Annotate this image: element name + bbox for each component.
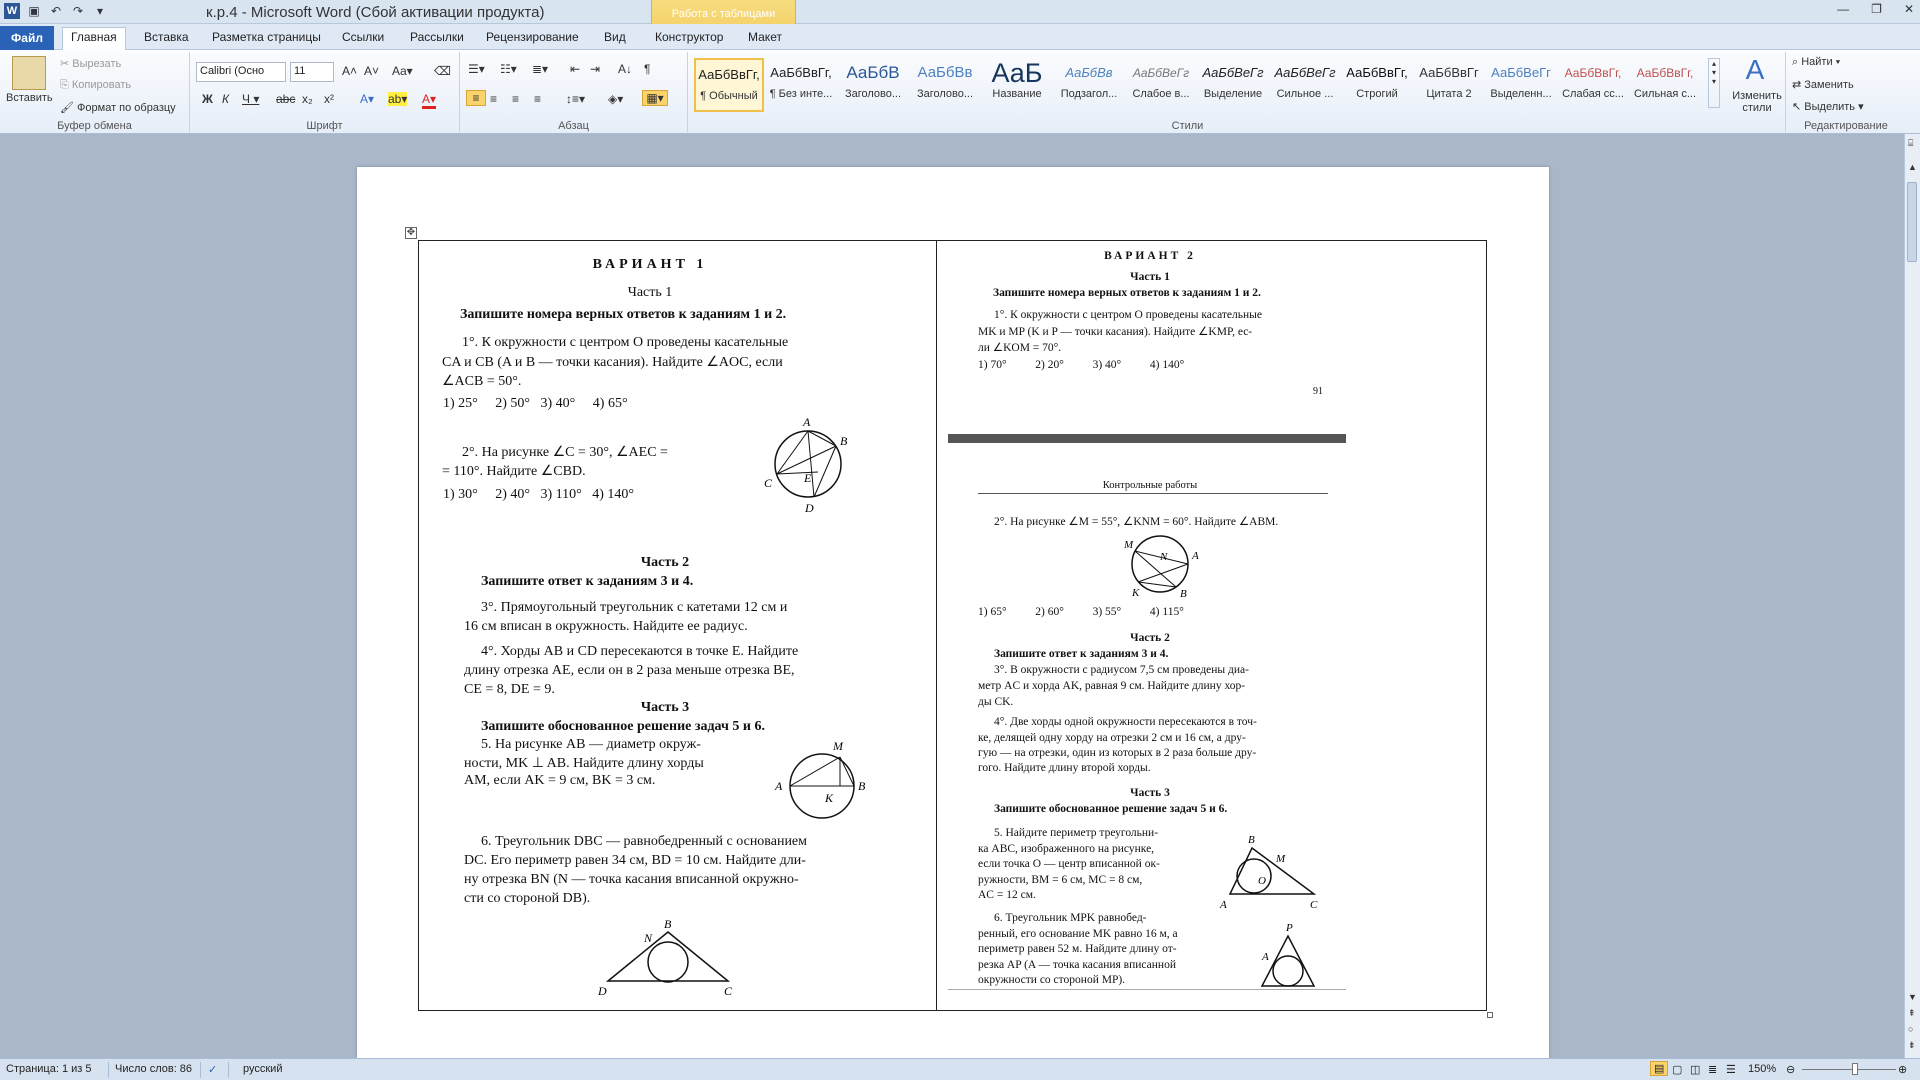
right-fig6-diagram (1256, 918, 1326, 992)
scan-bottom-rule (948, 989, 1346, 990)
style-name: Название (992, 88, 1042, 100)
brush-icon: 🖌 (60, 102, 78, 114)
fig2-line-bd (814, 446, 836, 497)
ribbon (0, 50, 1920, 134)
replace-button[interactable]: ⇄ Заменить (1792, 79, 1854, 91)
close-icon[interactable]: ✕ (1903, 2, 1914, 16)
left-q5-line1: 5. На рисунке AB — диаметр окруж- (481, 737, 701, 752)
left-q1-line1: 1°. К окружности с центром O проведены касательные (462, 335, 789, 350)
style-item[interactable] (694, 58, 764, 112)
left-q1-answers: 1) 25° 2) 50° 3) 40° 4) 65° (443, 396, 628, 411)
cut-button[interactable]: ✂ Вырезать (60, 58, 122, 70)
rfig2-label-k: K (1132, 587, 1140, 599)
left-q3-line2: 16 см вписан в окружность. Найдите ее радиус. (464, 619, 748, 634)
left-q4-line3: CE = 8, DE = 9. (464, 682, 555, 697)
right-q1-line2: MK и MP (K и P — точки касания). Найдите ∠KMP, ес- (978, 326, 1253, 338)
fig6-label-d: D (598, 984, 607, 998)
copy-icon: ⎘ (60, 79, 72, 91)
rfig2-label-b: B (1180, 588, 1187, 600)
left-fig6-diagram (596, 914, 746, 1000)
word-app-icon[interactable]: W (4, 3, 20, 19)
fig2-line-ac (777, 431, 808, 474)
redo-icon[interactable]: ↷ (72, 4, 84, 18)
paragraph-group (460, 52, 688, 132)
left-q5-line2: ности, MK ⊥ AB. Найдите длину хорды (464, 756, 704, 771)
italic-icon[interactable]: К (222, 92, 230, 106)
right-q6-line4: резка AP (A — точка касания вписанной (978, 959, 1176, 971)
minimize-icon[interactable]: — (1837, 2, 1850, 16)
grow-font-icon[interactable]: A˄ (342, 64, 358, 78)
right-fig2-diagram (1118, 532, 1218, 602)
right-q5-line1: 5. Найдите периметр треугольни- (994, 827, 1159, 839)
status-word-count[interactable]: Число слов: 86 (115, 1063, 193, 1075)
browse-object-icon[interactable]: ○ (1908, 1024, 1914, 1034)
zoom-level[interactable]: 150% (1748, 1063, 1777, 1075)
style-name: Цитата 2 (1426, 88, 1472, 100)
style-name: Выделенн... (1490, 88, 1552, 100)
rfig5-label-m: M (1276, 853, 1286, 865)
replace-icon: ⇄ (1792, 79, 1805, 91)
right-instr2: Запишите ответ к заданиям 3 и 4. (994, 648, 1169, 660)
style-preview: АаБбВеГг (1491, 65, 1551, 80)
left-q2-line2: = 110°. Найдите ∠CBD. (442, 464, 586, 479)
left-part2-heading: Часть 2 (640, 555, 690, 570)
right-q1-line3: ли ∠KOM = 70°. (978, 342, 1062, 354)
quick-access-toolbar (4, 3, 108, 19)
left-q4-line2: длину отрезка AE, если он в 2 раза меньше отрезка BE, (464, 663, 795, 678)
left-instr3: Запишите обоснованное решение задач 5 и 6. (481, 719, 765, 734)
left-q6-line4: сти со стороной DB). (464, 891, 591, 906)
editing-group (1786, 52, 1906, 132)
undo-icon[interactable]: ↶ (50, 4, 62, 18)
left-variant-title: ВАРИАНТ 1 (592, 257, 708, 272)
copy-button[interactable]: ⎘ Копировать (60, 79, 132, 91)
status-page[interactable]: Страница: 1 из 5 (6, 1063, 92, 1075)
table-move-handle-icon[interactable]: ✥ (406, 227, 416, 238)
font-group (190, 52, 460, 132)
rfig2-circle (1132, 536, 1188, 592)
fig6-label-c: C (724, 984, 733, 998)
left-fig2-diagram (760, 412, 860, 518)
subscript-icon[interactable]: x₂ (302, 92, 313, 106)
show-marks-icon[interactable]: ¶ (644, 62, 651, 76)
style-name: Заголово... (916, 88, 974, 100)
align-right-icon[interactable]: ≡ (512, 92, 520, 106)
style-preview: АаБбВвГг, (1346, 65, 1408, 80)
window-title: к.р.4 - Microsoft Word (Сбой активации продукта) (206, 4, 545, 21)
multilevel-list-icon[interactable]: ≣▾ (532, 62, 549, 76)
left-q3-line1: 3°. Прямоугольный треугольник с катетами 12 см и (481, 600, 788, 615)
style-preview: АаБбВеГг (1202, 65, 1264, 80)
style-name: Сильная с... (1633, 88, 1697, 100)
print-layout-view-icon[interactable]: ▤ (1650, 1061, 1668, 1076)
fig5-label-m: M (833, 739, 843, 753)
styles-scroll-icon[interactable]: ▴ ▾ ▾ (1708, 58, 1720, 108)
fig5-chord-mb (840, 757, 854, 786)
rfig5-triangle-abc (1230, 848, 1314, 894)
style-item[interactable] (1198, 58, 1268, 112)
right-part3-heading: Часть 3 (1130, 787, 1170, 799)
shading-icon[interactable]: ◈▾ (608, 92, 624, 106)
style-preview: АаБбВв (917, 64, 973, 81)
borders-icon[interactable]: ▦▾ (642, 90, 668, 106)
prev-page-icon[interactable]: ⇞ (1908, 1008, 1916, 1018)
right-fig5-diagram (1218, 834, 1322, 912)
styles-group-label: Стили (1171, 120, 1204, 132)
strikethrough-icon[interactable]: abc (276, 92, 296, 106)
tab-view[interactable]: Вид (604, 30, 626, 44)
rfig6-triangle-mpk (1262, 936, 1314, 986)
scroll-up-icon[interactable]: ▲ (1908, 162, 1917, 172)
right-page-number: 91 (1313, 386, 1323, 397)
rfig2-label-m: M (1124, 539, 1134, 551)
right-instr3: Запишите обоснованное решение задач 5 и 6. (994, 803, 1228, 815)
status-separator (200, 1062, 201, 1078)
style-item[interactable] (1630, 58, 1700, 112)
fig5-chord-am (790, 757, 840, 786)
styles-group (690, 52, 1786, 132)
style-name: Строгий (1356, 88, 1398, 100)
right-q6-line1: 6. Треугольник MPK равнобед- (994, 912, 1147, 924)
style-name: Слабое в... (1132, 88, 1190, 100)
style-item[interactable] (982, 58, 1052, 112)
style-item[interactable] (1414, 58, 1484, 112)
table-tools-context-tab: Работа с таблицами (651, 0, 796, 48)
clipboard-group-label: Буфер обмена (57, 120, 132, 132)
right-q6-line2: ренный, его основание MK равно 16 м, а (978, 928, 1178, 940)
font-size-select[interactable]: 11 (290, 62, 334, 82)
align-left-icon[interactable]: ≡ (466, 90, 486, 106)
fig2-label-b: B (840, 434, 848, 448)
right-q4-line4: гого. Найдите длину второй хорды. (978, 762, 1151, 774)
table-column-divider[interactable] (936, 240, 937, 1011)
style-item[interactable] (838, 58, 908, 112)
status-separator (108, 1062, 109, 1078)
bold-icon[interactable]: Ж (202, 92, 213, 106)
fig6-label-b: B (664, 917, 672, 931)
status-separator (228, 1062, 229, 1078)
zoom-slider-thumb[interactable] (1852, 1063, 1858, 1075)
scissors-icon: ✂ (60, 58, 73, 70)
left-q1-line2: CA и CB (A и B — точки касания). Найдите ∠AOC, если (442, 355, 783, 370)
running-header-rule (978, 493, 1328, 494)
bullets-icon[interactable]: ☰▾ (468, 62, 485, 76)
highlight-icon[interactable]: ab▾ (388, 92, 408, 106)
status-bar (0, 1058, 1920, 1080)
line-spacing-icon[interactable]: ↕≡▾ (566, 92, 586, 106)
right-q5-line5: AC = 12 см. (978, 889, 1036, 901)
left-instr1: Запишите номера верных ответов к заданиям 1 и 2. (460, 307, 787, 322)
right-part1-heading: Часть 1 (1130, 271, 1170, 283)
rfig5-label-c: C (1310, 899, 1318, 911)
left-q2-answers: 1) 30° 2) 40° 3) 110° 4) 140° (443, 487, 635, 502)
right-q2: 2°. На рисунке ∠M = 55°, ∠KNM = 60°. Найдите ∠ABM. (994, 516, 1279, 528)
style-preview: АаБбВвГг, (1636, 66, 1694, 80)
tab-references[interactable]: Ссылки (342, 30, 385, 44)
tab-table-design[interactable]: Конструктор (655, 30, 724, 44)
left-fig5-diagram (770, 738, 880, 824)
fig2-line-ad (808, 431, 814, 497)
change-case-icon[interactable]: Aa▾ (392, 64, 413, 78)
right-q1-answers: 1) 70° 2) 20° 3) 40° 4) 140° (978, 359, 1185, 371)
clear-format-icon[interactable]: ⌫ (434, 64, 451, 78)
tab-insert[interactable]: Вставка (144, 30, 189, 44)
style-name: ¶ Без инте... (769, 88, 833, 100)
text-effects-icon[interactable]: A▾ (360, 92, 375, 106)
style-preview: АаБбВеГг (1274, 65, 1336, 80)
right-q2-answers: 1) 65° 2) 60° 3) 55° 4) 115° (978, 606, 1184, 618)
rfig6-label-a: A (1262, 951, 1269, 963)
right-q3-line3: ды CK. (978, 696, 1014, 708)
left-q6-line3: ну отрезка BN (N — точка касания вписанной окружно- (464, 872, 799, 887)
rfig5-label-o: O (1258, 875, 1266, 887)
style-item[interactable] (1486, 58, 1556, 112)
rfig2-line-ka (1138, 564, 1188, 582)
font-color-icon[interactable]: A▾ (422, 92, 436, 109)
left-q5-line3: AM, если AK = 9 см, BK = 3 см. (464, 773, 656, 788)
left-q4-line1: 4°. Хорды AB и CD пересекаются в точке E. Найдите (481, 644, 799, 659)
fig5-label-k: K (825, 791, 834, 805)
maximize-icon[interactable]: ❐ (1871, 2, 1882, 16)
font-group-label: Шрифт (306, 120, 343, 132)
select-button[interactable]: ↖ Выделить ▾ (1792, 101, 1864, 113)
rfig2-label-n: N (1160, 551, 1168, 563)
ribbon-tabs (0, 24, 1920, 50)
fig2-circle (775, 431, 841, 497)
fig5-label-b: B (858, 779, 866, 793)
zoom-in-icon[interactable]: ⊕ (1898, 1064, 1908, 1076)
right-running-header: Контрольные работы (1102, 480, 1198, 491)
paragraph-group-label: Абзац (558, 120, 589, 132)
right-q5-line2: ка ABC, изображенного на рисунке, (978, 843, 1155, 855)
clipboard-group (0, 52, 190, 132)
style-name: Выделение (1203, 88, 1263, 100)
right-q3-line2: метр AC и хорда AK, равная 9 см. Найдите длину хор- (978, 680, 1246, 692)
style-name: Слабая сс... (1562, 88, 1624, 100)
sort-icon[interactable]: A↓ (618, 62, 633, 76)
full-screen-view-icon[interactable]: ▢ (1672, 1064, 1683, 1076)
style-item[interactable] (910, 58, 980, 112)
style-item[interactable] (1342, 58, 1412, 112)
style-name: ¶ Обычный (700, 90, 758, 102)
right-variant-title: ВАРИАНТ 2 (1104, 250, 1196, 262)
style-preview: АаБбВвГг, (1564, 66, 1622, 80)
editing-group-label: Редактирование (1804, 120, 1888, 132)
left-q1-line3: ∠ACB = 50°. (442, 374, 522, 389)
left-instr2: Запишите ответ к заданиям 3 и 4. (481, 574, 694, 589)
zoom-out-icon[interactable]: ⊖ (1786, 1064, 1796, 1076)
fig6-label-n: N (644, 931, 653, 945)
font-name-select[interactable]: Calibri (Осно (196, 62, 286, 82)
rfig6-label-p: P (1286, 922, 1293, 934)
style-name: Заголово... (844, 88, 902, 100)
rfig5-label-b: B (1248, 834, 1255, 846)
fig6-incircle (648, 942, 688, 982)
style-item[interactable] (1270, 58, 1340, 112)
style-preview: АаБбВ (846, 63, 900, 82)
decrease-indent-icon[interactable]: ⇤ (570, 62, 581, 76)
left-part1-heading: Часть 1 (627, 285, 673, 300)
rfig5-label-a: A (1220, 899, 1227, 911)
justify-icon[interactable]: ≡ (534, 92, 542, 106)
right-q5-line4: ружности, BM = 6 см, MC = 8 см, (978, 874, 1143, 886)
fig2-label-a: A (803, 415, 811, 429)
draft-view-icon[interactable]: ☰ (1726, 1064, 1736, 1076)
change-styles-button[interactable]: Изменить стили (1732, 90, 1782, 114)
style-preview: АаБбВвГг, (698, 67, 760, 82)
fig2-label-e: E (804, 471, 812, 485)
right-part2-heading: Часть 2 (1130, 632, 1170, 644)
change-styles-icon[interactable]: A (1745, 54, 1765, 85)
style-item[interactable] (1558, 58, 1628, 112)
right-q3-line1: 3°. В окружности с радиусом 7,5 см проведены диа- (994, 664, 1249, 676)
style-preview: АаБбВвГг, (770, 65, 832, 80)
scroll-thumb[interactable] (1907, 182, 1917, 262)
vertical-scrollbar[interactable] (1904, 134, 1920, 1058)
style-preview: АаБбВеГг (1132, 66, 1190, 80)
rfig2-label-a: A (1192, 550, 1199, 562)
align-center-icon[interactable]: ≡ (490, 92, 498, 106)
superscript-icon[interactable]: x² (324, 92, 334, 106)
style-name: Сильное ... (1276, 88, 1334, 100)
cursor-icon: ↖ (1792, 101, 1805, 113)
paste-button[interactable]: Вставить (6, 92, 53, 104)
style-preview: АаБбВвГг (1419, 65, 1479, 80)
right-q4-line2: ке, делящей одну хорду на отрезки 2 см и 16 см, а дру- (978, 732, 1246, 744)
table-resize-handle[interactable] (1487, 1012, 1493, 1018)
increase-indent-icon[interactable]: ⇥ (590, 62, 601, 76)
fig2-line-ab (808, 431, 836, 446)
style-item[interactable] (1126, 58, 1196, 112)
format-painter-button[interactable]: 🖌 Формат по образцу (60, 102, 176, 114)
paste-icon[interactable] (12, 56, 46, 90)
shrink-font-icon[interactable]: A˅ (364, 64, 380, 78)
right-q4-line3: гую — на отрезки, один из которых в 2 раза больше дру- (978, 747, 1257, 759)
tab-page-layout[interactable]: Разметка страницы (212, 30, 321, 44)
right-instr1: Запишите номера верных ответов к заданиям 1 и 2. (993, 287, 1261, 299)
tab-review[interactable]: Рецензирование (486, 30, 579, 44)
status-language[interactable]: русский (243, 1063, 283, 1075)
outline-view-icon[interactable]: ≣ (1708, 1064, 1718, 1076)
scroll-down-icon[interactable]: ▼ (1908, 992, 1917, 1002)
next-page-icon[interactable]: ⇟ (1908, 1040, 1916, 1050)
rfig6-incircle (1273, 956, 1303, 986)
style-item[interactable] (766, 58, 836, 112)
right-q6-line5: окружности со стороной MP). (978, 974, 1126, 986)
tab-home[interactable]: Главная (62, 27, 126, 50)
tab-file[interactable]: Файл (0, 26, 54, 50)
save-icon[interactable]: ▣ (28, 4, 40, 18)
style-preview: АаБ (991, 58, 1043, 88)
window-controls (1837, 2, 1914, 16)
numbering-icon[interactable]: ☷▾ (500, 62, 517, 76)
customize-toolbar-icon[interactable]: ▾ (96, 4, 104, 18)
right-q6-line3: периметр равен 52 м. Найдите длину от- (978, 943, 1177, 955)
style-preview: АаБбВв (1065, 65, 1113, 80)
binoculars-icon: ⌕ (1792, 56, 1802, 68)
left-q2-line1: 2°. На рисунке ∠C = 30°, ∠AEC = (462, 445, 668, 460)
ruler-toggle-icon[interactable]: ⌸ (1908, 138, 1914, 148)
tab-mailings[interactable]: Рассылки (410, 30, 464, 44)
tab-table-layout[interactable]: Макет (748, 30, 782, 44)
fig2-line-cb (777, 446, 836, 474)
right-q1-line1: 1°. К окружности с центром O проведены касательные (994, 309, 1262, 321)
fig2-label-d: D (805, 501, 814, 515)
left-part3-heading: Часть 3 (640, 700, 690, 715)
title-bar (0, 0, 1920, 24)
left-q6-line1: 6. Треугольник DBC — равнобедренный с основанием (481, 834, 808, 849)
right-q5-line3: если точка O — центр вписанной ок- (978, 858, 1160, 870)
fig6-triangle-dbc (608, 932, 728, 981)
style-name: Подзагол... (1060, 88, 1118, 100)
web-layout-view-icon[interactable]: ◫ (1690, 1064, 1701, 1076)
right-q4-line1: 4°. Две хорды одной окружности пересекаются в точ- (994, 716, 1257, 728)
fig5-label-a: A (775, 779, 783, 793)
scan-page-separator (948, 434, 1346, 443)
fig2-label-c: C (764, 476, 773, 490)
style-item[interactable] (1054, 58, 1124, 112)
zoom-slider[interactable] (1802, 1069, 1896, 1070)
left-q6-line2: DC. Его периметр равен 34 см, BD = 10 см. Найдите дли- (464, 853, 806, 868)
underline-icon[interactable]: Ч ▾ (242, 92, 260, 106)
spellcheck-icon[interactable]: ✓ (208, 1064, 218, 1076)
find-button[interactable]: ⌕ Найти ▾ (1792, 56, 1841, 68)
